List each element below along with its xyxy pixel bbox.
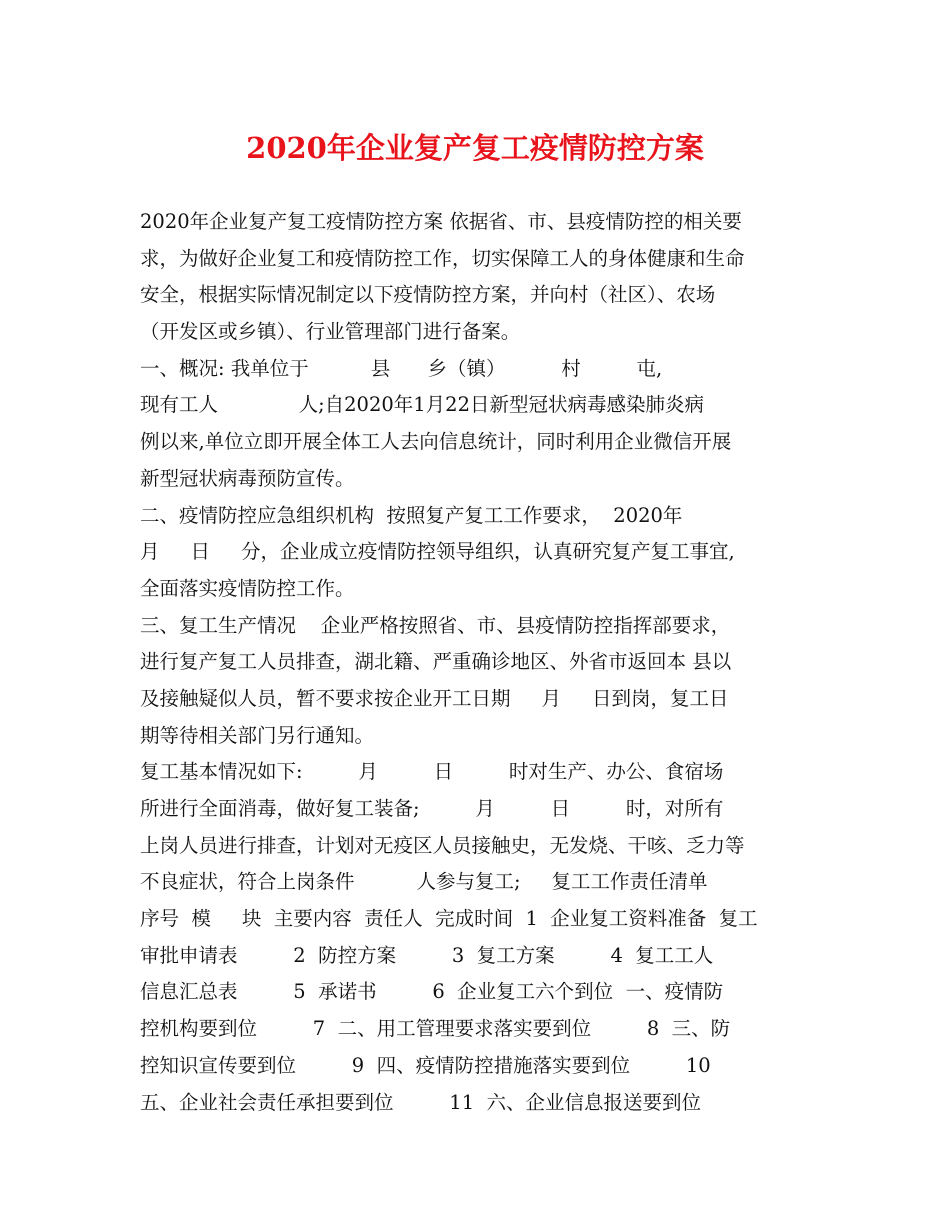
document-body — [140, 204, 820, 1121]
body-line-24: 控知识宣传要到位 9 四、疫情防控措施落实要到位 10 — [140, 1053, 711, 1077]
body-line-23: 控机构要到位 7 二、用工管理要求落实要到位 8 三、防 — [140, 1017, 731, 1041]
body-line-1: 2020年企业复产复工疫情防控方案 依据省、市、县疫情防控的相关要 — [140, 210, 742, 233]
body-line-25: 五、企业社会责任承担要到位 11 六、企业信息报送要到位 — [140, 1090, 701, 1114]
body-line-7: 例以来,单位立即开展全体工人去向信息统计，同时利用企业微信开展 — [140, 430, 732, 454]
body-line-10: 月 日 分，企业成立疫情防控领导组织，认真研究复产复工事宜, — [140, 540, 735, 564]
body-line-2: 求，为做好企业复工和疫情防控工作，切实保障工人的身体健康和生命 — [140, 246, 745, 270]
body-line-17: 所进行全面消毒，做好复工装备; 月 日 时，对所有 — [140, 797, 724, 820]
body-line-19: 不良症状，符合上岗条件 人参与复工; 复工工作责任清单 — [140, 870, 708, 894]
body-line-20: 序号 模 块 主要内容 责任人 完成时间 1 企业复工资料准备 复工 — [140, 907, 758, 931]
body-line-16: 复工基本情况如下: 月 日 时对生产、办公、食宿场 — [140, 760, 724, 784]
body-line-6: 现有工人 人;自2020年1月22日新型冠状病毒感染肺炎病 — [140, 393, 704, 417]
body-line-21: 审批申请表 2 防控方案 3 复工方案 4 复工工人 — [140, 943, 714, 967]
body-line-4: （开发区或乡镇）、行业管理部门进行备案。 — [140, 320, 521, 344]
body-line-3: 安全，根据实际情况制定以下疫情防控方案，并向村（社区）、农场 — [140, 283, 716, 307]
body-line-9: 二、疫情防控应急组织机构 按照复产复工工作要求， 2020年 — [140, 503, 683, 527]
body-line-14: 及接触疑似人员，暂不要求按企业开工日期 月 日到岗，复工日 — [140, 686, 729, 710]
document-title: 2020年企业复产复工疫情防控方案 — [246, 131, 704, 165]
body-line-8: 新型冠状病毒预防宣传。 — [140, 466, 355, 490]
body-line-12: 三、复工生产情况 企业严格按照省、市、县疫情防控指挥部要求， — [140, 613, 731, 637]
body-line-11: 全面落实疫情防控工作。 — [140, 576, 355, 600]
body-line-15: 期等待相关部门另行通知。 — [140, 723, 375, 747]
body-line-5: 一、概况: 我单位于 县 乡（镇） 村 屯, — [140, 356, 663, 380]
body-line-18: 上岗人员进行排查，计划对无疫区人员接触史，无发烧、干咳、乏力等 — [140, 833, 745, 857]
body-line-22: 信息汇总表 5 承诺书 6 企业复工六个到位 一、疫情防 — [140, 980, 724, 1004]
body-line-13: 进行复产复工人员排查，湖北籍、严重确诊地区、外省市返回本 县以 — [140, 650, 732, 674]
